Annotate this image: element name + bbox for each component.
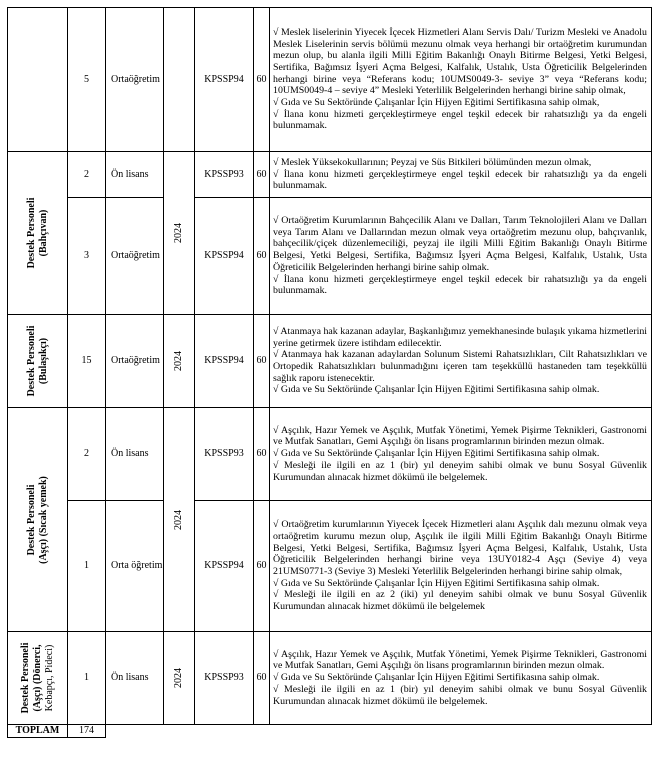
year-cell-empty <box>164 8 195 152</box>
requirement-item: √ Gıda ve Su Sektöründe Çalışanlar İçin Hijyen Eğitimi Sertifikasına sahip olmak. <box>273 577 600 589</box>
quantity-cell: 1 <box>68 632 106 725</box>
requirement-item: √ İlana konu hizmeti gerçekleştirmeye engel teşkil edecek bir rahatsızlığı ya da engeli bulunmamak. <box>273 108 647 132</box>
requirement-item: √ Atanmaya hak kazanan adaylar, Başkanlığımız yemekhanesinde bulaşık yıkama hizmetlerini yerine getirmek üzere istihdam edilecektir. <box>273 325 647 349</box>
requirements-cell <box>270 408 652 501</box>
year-cell: 2024 <box>164 152 195 315</box>
requirement-item: √ İlana konu hizmeti gerçekleştirmeye engel teşkil edecek bir rahatsızlığı ya da engeli bulunmamak. <box>273 168 647 192</box>
requirements-cell <box>270 501 652 632</box>
exam-code-cell: KPSSP93 <box>195 408 254 501</box>
category-asci-sicak <box>8 408 68 632</box>
score-cell: 60 <box>254 198 270 315</box>
requirement-item: √ Meslek Yüksekokullarının; Peyzaj ve Süs Bitkileri bölümünden mezun olmak, <box>273 156 592 168</box>
category-bahcivan <box>8 152 68 315</box>
positions-table <box>7 7 652 738</box>
requirement-item: √ Mesleği ile ilgili en az 2 (iki) yıl deneyim sahibi olmak ve bunu Sosyal Güvenlik Kurumundan alınacak hizmet dökümü ile belgelemek <box>273 589 647 613</box>
table-row <box>8 152 652 198</box>
education-cell: Ortaöğretim <box>106 315 164 408</box>
table-row <box>8 315 652 408</box>
year-cell: 2024 <box>164 408 195 632</box>
requirement-item: √ Aşçılık, Hazır Yemek ve Aşçılık, Mutfak Yönetimi, Yemek Pişirme Teknikleri, Gastronomi ve Mutfak Sanatları, Gemi Aşçılığı ön lisans programlarının birinden mezun olmak. <box>273 424 647 448</box>
requirements-cell <box>270 632 652 725</box>
quantity-cell: 2 <box>68 152 106 198</box>
score-cell: 60 <box>254 315 270 408</box>
requirement-item: √ Aşçılık, Hazır Yemek ve Aşçılık, Mutfak Yönetimi, Yemek Pişirme Teknikleri, Gastronomi ve Mutfak Sanatları, Gemi Aşçılığı ön lisans programlarının birinden mezun olmak. <box>273 648 647 672</box>
table-row <box>8 501 652 632</box>
exam-code-cell: KPSSP93 <box>195 632 254 725</box>
category-cell-empty <box>8 8 68 152</box>
score-cell: 60 <box>254 8 270 152</box>
category-label: Destek Personeli (Bahçıvan) <box>25 197 49 269</box>
requirement-item: √ Ortaöğretim kurumlarının Yiyecek İçecek Hizmetleri alanı Aşçılık dalı mezunu olmak veya ortaöğretim kurumu mezun olup, Aşçılık ile ilgili Milli Eğitim Bakanlığı Onaylı Bitirme Belgesi, Yetki Belgesi, Sertifika, Bağımsız İşyeri Açma Belgesi, Kalfalık, Ustalık, Usta Öğreticilik Belgelerinden herhangi birine veya 13UY0182-4 Aşçı (Seviye 4) veya 21UMS0771-3 (Seviye 3) Mesleki Yeterlilik Belgelerinden herhangi birine sahip olmak, <box>273 519 647 577</box>
table-row <box>8 8 652 152</box>
requirement-item: √ Meslek liselerinin Yiyecek İçecek Hizmetleri Alanı Servis Dalı/ Turizm Mesleki ve Anadolu Meslek Liselerinin servis bölümü mezunu olmak veya herhangi bir ortaöğretim kurumundan mezun olup, bu alanla ilgili Milli Eğitim Bakanlığı Onaylı Bitirme Belgesi, Yetki Belgesi, Sertifika, Bağımsız İşyeri Açma Belgesi, Kalfalık, Ustalık, Usta Öğreticilik Belgelerinden herhangi birine veya “Referans kodu; 10UMS0049-3- seviye 3” veya “Referans kodu; 10UMS0049-4 – seviye 4” Mesleki Yeterlilik Belgelerinden herhangi birine sahip olmak, <box>273 26 647 97</box>
quantity-cell: 3 <box>68 198 106 315</box>
requirements-cell <box>270 152 652 198</box>
exam-code-cell: KPSSP94 <box>195 315 254 408</box>
requirement-item: √ Gıda ve Su Sektöründe Çalışanlar İçin Hijyen Eğitimi Sertifikasına sahip olmak. <box>273 448 600 460</box>
quantity-cell: 2 <box>68 408 106 501</box>
exam-code-cell: KPSSP93 <box>195 152 254 198</box>
requirements-cell <box>270 8 652 152</box>
quantity-cell: 1 <box>68 501 106 632</box>
requirement-item: √ Gıda ve Su Sektöründe Çalışanlar İçin Hijyen Eğitimi Sertifikasına sahip olmak. <box>273 384 600 396</box>
requirement-item: √ İlana konu hizmeti gerçekleştirmeye engel teşkil edecek bir rahatsızlığı ya da engeli bulunmamak. <box>273 273 647 297</box>
requirement-item: √ Gıda ve Su Sektöründe Çalışanlar İçin Hijyen Eğitimi Sertifikasına sahip olmak. <box>273 672 600 684</box>
total-value: 174 <box>68 725 106 738</box>
exam-code-cell: KPSSP94 <box>195 198 254 315</box>
category-label: Destek Personeli (Bulaşıkçı) <box>25 325 49 397</box>
requirements-cell <box>270 315 652 408</box>
score-cell: 60 <box>254 501 270 632</box>
requirements-cell <box>270 198 652 315</box>
education-cell: Ön lisans <box>106 408 164 501</box>
requirement-item: √ Mesleği ile ilgili en az 1 (bir) yıl deneyim sahibi olmak ve bunu Sosyal Güvenlik Kurumundan alınacak hizmet dökümü ile belgelemek. <box>273 459 647 483</box>
education-cell: Orta öğretim <box>106 501 164 632</box>
education-cell: Ortaöğretim <box>106 198 164 315</box>
score-cell: 60 <box>254 408 270 501</box>
requirement-item: √ Mesleği ile ilgili en az 1 (bir) yıl deneyim sahibi olmak ve bunu Sosyal Güvenlik Kurumundan alınacak hizmet dökümü ile belgelemek. <box>273 683 647 707</box>
table-row <box>8 408 652 501</box>
category-asci-doner <box>8 632 68 725</box>
score-cell: 60 <box>254 632 270 725</box>
table-row <box>8 198 652 315</box>
requirement-item: √ Atanmaya hak kazanan adaylardan Solunum Sistemi Rahatsızlıkları, Cilt Rahatsızlıkları ve Ortopedik Rahatsızlıkları bulunmadığını içeren tam teşekküllü hastaneden tam teşekküllü sağlık raporu istenecektir. <box>273 349 647 384</box>
category-label: Destek Personeli (Aşçı) (Sıcak yemek) <box>25 475 49 564</box>
requirement-item: √ Ortaöğretim Kurumlarının Bahçecilik Alanı ve Dalları, Tarım Teknolojileri Alanı ve Dalları veya Tarım Alanı ve Dallarından mezun olmak veya ortaöğretim mezunu olup, bahçıvanlık, bahçecilik/çiçek düzenlemeciliği, peyzaj ile ilgili Milli Eğitim Bakanlığı Onaylı Bitirme Belgesi, Yetki Belgesi, Sertifika, Bağımsız İşyeri Açma Belgesi, Kalfalık, Ustalık, Usta Öğreticilik Belgelerinden herhangi birine sahip olmak. <box>273 215 647 273</box>
education-cell: Ortaöğretim <box>106 8 164 152</box>
category-bulasikci <box>8 315 68 408</box>
exam-code-cell: KPSSP94 <box>195 8 254 152</box>
year-cell: 2024 <box>164 632 195 725</box>
total-label: TOPLAM <box>8 725 68 738</box>
quantity-cell: 5 <box>68 8 106 152</box>
exam-code-cell: KPSSP94 <box>195 501 254 632</box>
education-cell: Ön lisans <box>106 632 164 725</box>
category-label: Destek Personeli (Aşçı) (Dönerci, Kebapçı, Pideci) <box>19 642 55 714</box>
quantity-cell: 15 <box>68 315 106 408</box>
requirement-item: √ Gıda ve Su Sektöründe Çalışanlar İçin Hijyen Eğitimi Sertifikasına sahip olmak, <box>273 97 600 109</box>
table-row <box>8 632 652 725</box>
year-cell: 2024 <box>164 315 195 408</box>
total-row <box>8 725 652 738</box>
education-cell: Ön lisans <box>106 152 164 198</box>
score-cell: 60 <box>254 152 270 198</box>
